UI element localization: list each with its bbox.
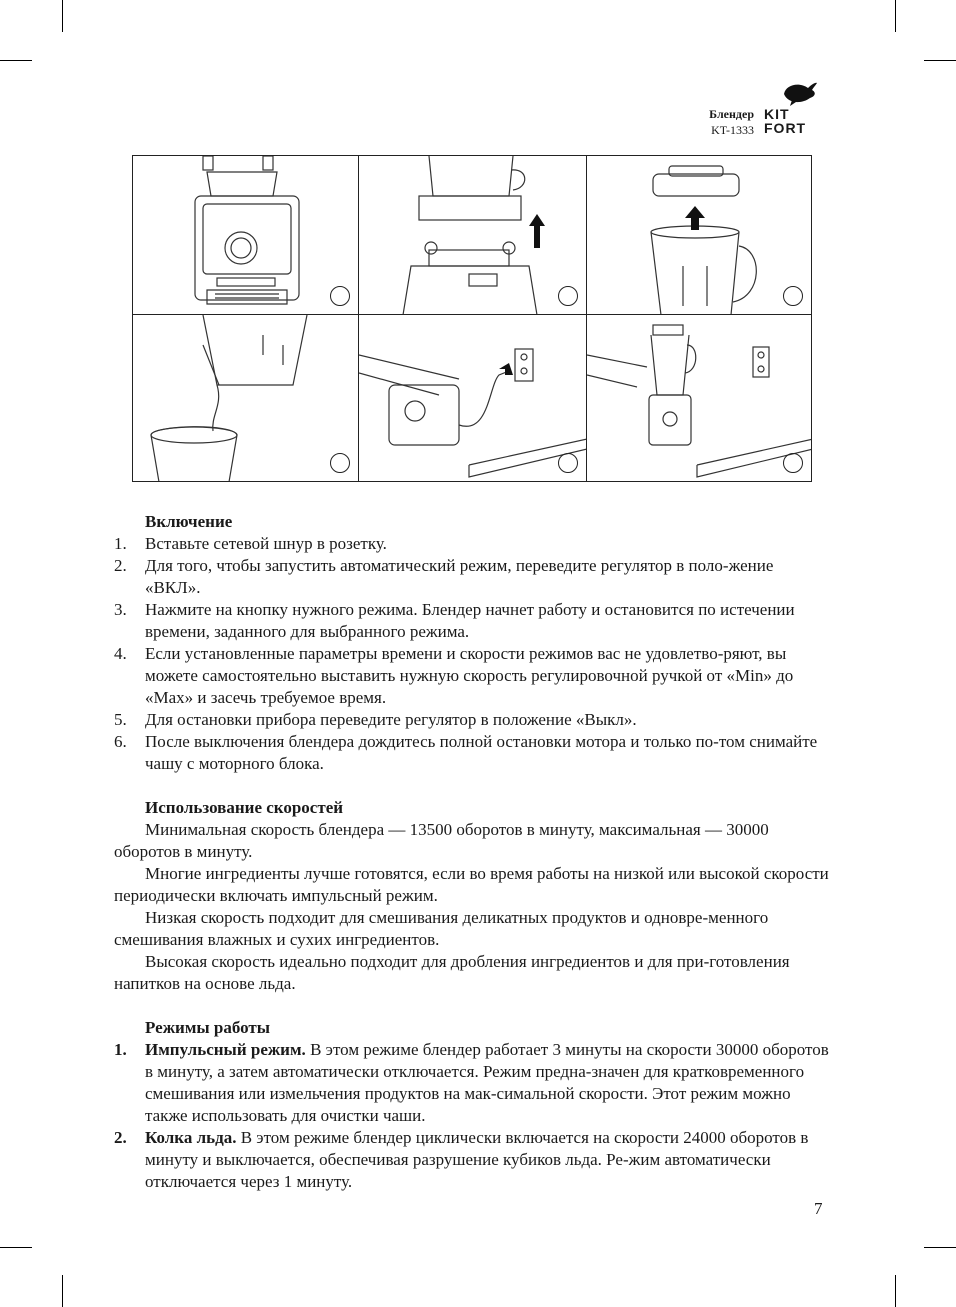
figure-3	[587, 156, 811, 315]
instruction-figures	[132, 155, 812, 482]
list-item	[114, 643, 830, 709]
item-text: Для остановки прибора переведите регулятор в положение «Выкл».	[145, 710, 637, 729]
item-text: Если установленные параметры времени и скорости режимов вас не удовлетво-ряют, вы можете самостоятельно выставить нужную скорость регулировочной ручкой от «Min» до «Max» и засечь требуемое время.	[145, 644, 794, 707]
list-item	[114, 1039, 830, 1127]
item-number: 4.	[114, 644, 127, 663]
crop-mark	[0, 60, 32, 61]
figure-5	[359, 315, 587, 481]
logo-line1: KIT	[764, 106, 790, 122]
item-text: Для того, чтобы запустить автоматический режим, переведите регулятор в поло-жение «ВКЛ».	[145, 556, 774, 597]
item-number: 3.	[114, 600, 127, 619]
mode-label: Колка льда.	[145, 1128, 237, 1147]
item-text: Нажмите на кнопку нужного режима. Блендер начнет работу и остановится по истечении времени, заданного для выбранного режима.	[145, 600, 795, 641]
model-number: KT-1333	[711, 123, 754, 137]
instruction-text	[114, 511, 830, 1193]
paragraph: Многие ингредиенты лучше готовятся, если во время работы на низкой или высокой скорости периодически включать импульсный режим.	[114, 864, 829, 905]
section-title-modes: Режимы работы	[145, 1018, 271, 1037]
figure-4	[133, 315, 359, 481]
crop-mark	[895, 1275, 896, 1307]
figure-number-circle	[783, 286, 803, 306]
pour-icon	[133, 315, 359, 481]
list-item	[114, 533, 830, 555]
modes-list	[114, 1039, 830, 1193]
crop-mark	[0, 1247, 32, 1248]
paragraph: Минимальная скорость блендера — 13500 оборотов в минуту, максимальная — 30000 оборотов в минуту.	[114, 820, 769, 861]
logo-line2: FORT	[764, 120, 807, 136]
list-item	[114, 555, 830, 599]
figure-6	[587, 315, 811, 481]
mode-label: Импульсный режим.	[145, 1040, 306, 1059]
item-number: 1.	[114, 534, 127, 553]
item-number: 2.	[114, 1128, 127, 1147]
crop-mark	[895, 0, 896, 32]
lid-lift-icon	[587, 156, 811, 315]
crop-mark	[924, 60, 956, 61]
list-item	[114, 731, 830, 775]
crop-mark	[924, 1247, 956, 1248]
crop-mark	[62, 0, 63, 32]
figure-number-circle	[558, 453, 578, 473]
item-text: Вставьте сетевой шнур в розетку.	[145, 534, 387, 553]
figure-number-circle	[330, 453, 350, 473]
list-item	[114, 709, 830, 731]
crop-mark	[62, 1275, 63, 1307]
item-number: 1.	[114, 1040, 127, 1059]
jar-lift-icon	[359, 156, 587, 315]
figure-number-circle	[330, 286, 350, 306]
page-number: 7	[814, 1199, 823, 1218]
figure-number-circle	[783, 453, 803, 473]
whale-icon	[782, 80, 818, 106]
figure-1	[133, 156, 359, 315]
item-number: 5.	[114, 710, 127, 729]
paragraph: Высокая скорость идеально подходит для дробления ингредиентов и для при-готовления напитков на основе льда.	[114, 952, 790, 993]
figure-2	[359, 156, 587, 315]
item-number: 6.	[114, 732, 127, 751]
brand-logo	[764, 80, 834, 140]
product-name: Блендер	[709, 107, 754, 121]
plug-in-icon	[359, 315, 587, 481]
power-steps-list	[114, 533, 830, 775]
item-number: 2.	[114, 556, 127, 575]
blender-front-icon	[133, 156, 359, 315]
document-header	[690, 106, 754, 138]
list-item	[114, 599, 830, 643]
assembled-blender-icon	[587, 315, 811, 481]
item-text: В этом режиме блендер работает 3 минуты на скорости 30000 оборотов в минуту, а затем автоматически отключается. Режим предна-значен для кратковременного смешивания или измельчения продуктов на мак-симальной скорости. Этот режим можно также использовать для очистки чаши.	[145, 1040, 829, 1125]
paragraph: Низкая скорость подходит для смешивания деликатных продуктов и одновре-менного смешивания влажных и сухих ингредиентов.	[114, 908, 769, 949]
list-item	[114, 1127, 830, 1193]
item-text: После выключения блендера дождитесь полной остановки мотора и только по-том снимайте чашу с моторного блока.	[145, 732, 818, 773]
item-text: В этом режиме блендер циклически включается на скорости 24000 оборотов в минуту и выключается, обеспечивая разрушение кубиков льда. Ре-жим автоматически отключается через 1 минуту.	[145, 1128, 809, 1191]
figure-number-circle	[558, 286, 578, 306]
section-title-power: Включение	[145, 512, 233, 531]
section-title-speed: Использование скоростей	[145, 798, 344, 817]
